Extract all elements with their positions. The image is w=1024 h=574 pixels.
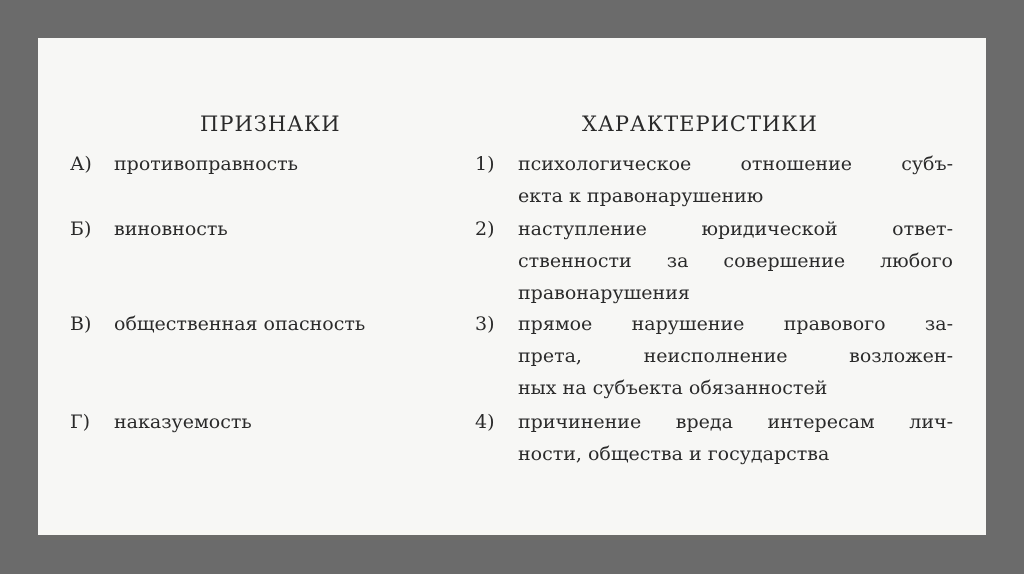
characteristic-line: екта к правонарушению [518,185,764,207]
sign-text: общественная опасность [114,313,366,335]
characteristic-item-3 [475,308,953,404]
characteristic-number: 1) [475,153,495,175]
sign-text: виновность [114,218,228,240]
characteristic-line: ности, общества и государства [518,443,830,465]
sign-letter: А) [70,153,92,175]
characteristic-line: психологическое отношение субъ- [518,153,953,175]
characteristic-line: причинение вреда интересам лич- [518,411,953,433]
document-page [38,38,986,535]
characteristic-item-2 [475,213,953,309]
sign-item-v [70,308,365,340]
characteristic-line: прямое нарушение правового за- [518,313,953,335]
characteristic-number: 4) [475,411,495,433]
heading-characteristics: ХАРАКТЕРИСТИКИ [582,112,818,136]
sign-text: противоправность [114,153,299,175]
characteristic-number: 2) [475,218,495,240]
sign-item-a [70,148,298,180]
heading-signs: ПРИЗНАКИ [200,112,341,136]
characteristic-line: прета, неисполнение возложен- [518,345,953,367]
characteristic-item-1 [475,148,953,212]
sign-letter: В) [70,313,92,335]
characteristic-line: правонарушения [518,282,690,304]
sign-item-g [70,406,252,438]
sign-letter: Б) [70,218,92,240]
characteristic-item-4 [475,406,953,470]
sign-text: наказуемость [114,411,252,433]
characteristic-number: 3) [475,313,495,335]
characteristic-line: наступление юридической ответ- [518,218,953,240]
sign-letter: Г) [70,411,90,433]
characteristic-line: ных на субъекта обязанностей [518,377,828,399]
characteristic-line: ственности за совершение любого [518,250,953,272]
sign-item-b [70,213,228,245]
